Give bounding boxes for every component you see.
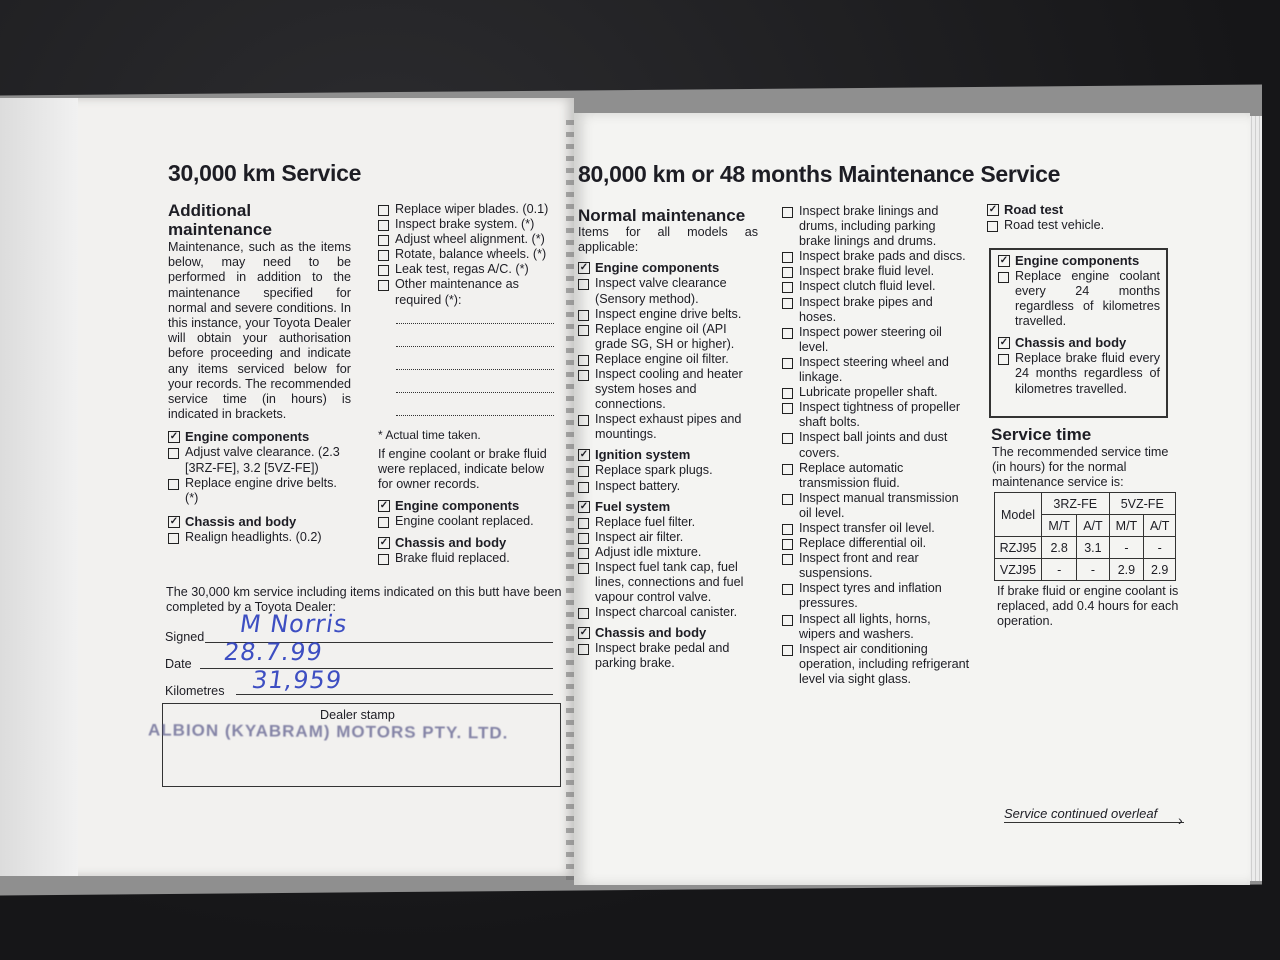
table-header-trans: A/T <box>1077 515 1109 537</box>
checked-box-icon: ✓ <box>169 515 179 527</box>
brake-steering-column <box>782 204 970 687</box>
checkbox-icon <box>378 265 389 276</box>
table-header-engine: 3RZ-FE <box>1042 493 1110 515</box>
list-item: Replace spark plugs. <box>578 463 758 478</box>
checkbox-icon <box>578 518 589 529</box>
list-item: Inspect exhaust pipes and mountings. <box>578 412 758 442</box>
checkbox-icon <box>782 524 793 535</box>
overleaf-underline <box>1004 822 1184 823</box>
checkbox-icon <box>782 554 793 565</box>
kilometres-line <box>236 694 553 695</box>
checkbox-icon <box>578 548 589 559</box>
chassis-body-heading: ✓ Chassis and body <box>169 513 297 529</box>
chassis-body-heading: ✓ Chassis and body <box>379 535 507 551</box>
list-item: Inspect engine drive belts. <box>578 307 758 322</box>
list-item: Inspect brake fluid level. <box>782 264 970 279</box>
list-item: Inspect air conditioning operation, including refrigerant level via sight glass. <box>782 642 970 687</box>
write-in-line <box>396 308 554 324</box>
checkbox-icon <box>578 355 589 366</box>
engine-components-heading: ✓ Engine components <box>999 253 1140 268</box>
checkbox-icon <box>578 563 589 574</box>
list-item: Inspect clutch fluid level. <box>782 279 970 294</box>
checkbox-icon <box>782 539 793 550</box>
completion-statement: The 30,000 km service including items indicated on this butt have been completed by a Toyota Dealer: <box>166 585 562 615</box>
list-item: Inspect brake pads and discs. <box>782 249 970 264</box>
checkbox-icon <box>578 415 589 426</box>
kilometres-label: Kilometres <box>165 684 225 698</box>
additional-items-column <box>378 202 560 566</box>
list-item: Inspect charcoal canister. <box>578 605 758 620</box>
handwritten-kilometres: 31,959 <box>250 666 344 694</box>
checkbox-icon <box>168 479 179 490</box>
engine-components-heading: ✓ Engine components <box>169 429 310 445</box>
checkbox-icon <box>782 433 793 444</box>
dealer-stamp-label: Dealer stamp <box>320 708 395 722</box>
table-cell: - <box>1144 537 1176 559</box>
fuel-system-heading: ✓ Fuel system <box>579 498 671 514</box>
list-item: Inspect brake system. (*) <box>378 217 560 232</box>
table-cell: 2.9 <box>1144 559 1176 581</box>
list-item: Adjust idle mixture. <box>578 545 758 560</box>
checkbox-icon <box>998 354 1009 365</box>
list-item: Adjust valve clearance. (2.3 [3RZ-FE], 3.2 [5VZ-FE]) <box>168 445 351 475</box>
service-time-heading: Service time <box>991 425 1092 444</box>
list-item: Inspect transfer oil level. <box>782 521 970 536</box>
engine-components-heading: ✓ Engine components <box>379 498 520 514</box>
time-based-maintenance-content <box>998 253 1160 397</box>
list-item: Replace engine drive belts. (*) <box>168 476 351 506</box>
handwritten-signature: M Norris <box>238 610 350 638</box>
list-item: Road test vehicle. <box>987 218 1167 233</box>
list-item: Replace fuel filter. <box>578 515 758 530</box>
checkbox-icon <box>578 533 589 544</box>
checkbox-icon <box>782 584 793 595</box>
date-label: Date <box>165 657 192 671</box>
arrow-right-icon: › <box>1178 812 1183 828</box>
checkbox-icon <box>782 298 793 309</box>
checkbox-icon <box>378 280 389 291</box>
list-item: Replace brake fluid every 24 months regardless of kilometres travelled. <box>998 351 1160 396</box>
list-item: Inspect brake linings and drums, including parking brake linings and drums. <box>782 204 970 249</box>
checkbox-icon <box>378 235 389 246</box>
table-row <box>995 559 1176 581</box>
list-item: Inspect power steering oil level. <box>782 325 970 355</box>
table-cell: - <box>1077 559 1109 581</box>
list-item: Other maintenance as required (*): <box>378 277 560 307</box>
handwritten-date: 28.7.99 <box>222 638 325 666</box>
write-in-line <box>396 331 554 347</box>
additional-maintenance-body: Maintenance, such as the items below, may need to be performed in addition to the maintenance specified for normal and severe conditions. In this instance, your Toyota Dealer will obtain your authorisation before proceeding and indicate any items serviced below for your records. The recommended service time (in hours) is indicated in brackets. <box>168 240 351 422</box>
list-item: Replace automatic transmission fluid. <box>782 461 970 491</box>
checkbox-icon <box>578 608 589 619</box>
table-header-engine: 5VZ-FE <box>1109 493 1176 515</box>
list-item: Inspect brake pedal and parking brake. <box>578 641 758 671</box>
list-item: Inspect air filter. <box>578 530 758 545</box>
checkbox-icon <box>168 448 179 459</box>
service-continued-text: Service continued overleaf <box>1004 806 1158 821</box>
right-page-title: 80,000 km or 48 months Maintenance Service <box>578 161 1061 187</box>
list-item: Inspect ball joints and dust covers. <box>782 430 970 460</box>
list-item: Realign headlights. (0.2) <box>168 530 351 545</box>
service-time-table <box>994 492 1176 581</box>
additional-maintenance-heading: Additional maintenance <box>168 201 272 239</box>
table-cell: 2.8 <box>1042 537 1077 559</box>
list-item: Replace engine oil filter. <box>578 352 758 367</box>
checked-box-icon: ✓ <box>999 255 1009 266</box>
checkbox-icon <box>168 533 179 544</box>
table-header-trans: A/T <box>1144 515 1176 537</box>
checkbox-icon <box>782 282 793 293</box>
checkbox-icon <box>782 403 793 414</box>
table-cell-model: VZJ95 <box>995 559 1042 581</box>
checked-box-icon: ✓ <box>999 337 1009 349</box>
list-item: Inspect tyres and inflation pressures. <box>782 581 970 611</box>
list-item: Inspect battery. <box>578 479 758 494</box>
list-item: Inspect brake pipes and hoses. <box>782 295 970 325</box>
write-in-line <box>396 400 554 416</box>
list-item: Replace wiper blades. (0.1) <box>378 202 560 217</box>
list-item: Inspect all lights, horns, wipers and washers. <box>782 612 970 642</box>
additional-maintenance-section <box>168 201 351 545</box>
left-page-margin <box>0 98 78 876</box>
checkbox-icon <box>378 554 389 565</box>
checkbox-icon <box>378 220 389 231</box>
coolant-note: If engine coolant or brake fluid were replaced, indicate below for owner records. <box>378 446 547 492</box>
table-header-model: Model <box>995 493 1042 537</box>
list-item: Lubricate propeller shaft. <box>782 385 970 400</box>
list-item: Inspect manual transmission oil level. <box>782 491 970 521</box>
list-item: Inspect valve clearance (Sensory method). <box>578 276 758 306</box>
checked-box-icon: ✓ <box>988 204 998 215</box>
checkbox-icon <box>782 645 793 656</box>
checkbox-icon <box>578 310 589 321</box>
list-item: Brake fluid replaced. <box>378 551 560 566</box>
table-cell: 3.1 <box>1077 537 1109 559</box>
list-item: Replace differential oil. <box>782 536 970 551</box>
list-item: Leak test, regas A/C. (*) <box>378 262 560 277</box>
list-item: Replace engine oil (API grade SG, SH or higher). <box>578 322 758 352</box>
left-page-title: 30,000 km Service <box>168 160 362 186</box>
list-item: Engine coolant replaced. <box>378 514 560 529</box>
checkbox-icon <box>782 388 793 399</box>
list-item: Replace engine coolant every 24 months regardless of kilometres travelled. <box>998 269 1160 329</box>
table-cell-model: RZJ95 <box>995 537 1042 559</box>
list-item: Inspect tightness of propeller shaft bolts. <box>782 400 970 430</box>
engine-components-heading: ✓ Engine components <box>579 260 720 276</box>
checkbox-icon <box>782 358 793 369</box>
road-test-heading: ✓ Road test <box>988 202 1064 217</box>
checked-box-icon: ✓ <box>579 500 589 512</box>
checkbox-icon <box>782 252 793 263</box>
checked-box-icon: ✓ <box>579 627 589 639</box>
table-row <box>995 537 1176 559</box>
ignition-system-heading: ✓ Ignition system <box>579 447 691 463</box>
checkbox-icon <box>578 279 589 290</box>
checked-box-icon: ✓ <box>379 500 389 512</box>
service-time-body: The recommended service time (in hours) for the normal maintenance service is: <box>992 445 1169 490</box>
checkbox-icon <box>578 466 589 477</box>
list-item: Rotate, balance wheels. (*) <box>378 247 560 262</box>
normal-maintenance-subtitle: Items for all models as applicable: <box>578 225 758 255</box>
table-header-trans: M/T <box>1042 515 1077 537</box>
table-cell: 2.9 <box>1109 559 1144 581</box>
normal-maintenance-heading: Normal maintenance <box>578 206 746 225</box>
checkbox-icon <box>782 615 793 626</box>
checked-box-icon: ✓ <box>579 449 589 461</box>
checked-box-icon: ✓ <box>379 537 389 549</box>
signed-label: Signed <box>165 630 205 644</box>
chassis-body-heading: ✓ Chassis and body <box>579 625 707 641</box>
checkbox-icon <box>782 328 793 339</box>
list-item: Adjust wheel alignment. (*) <box>378 232 560 247</box>
checked-box-icon: ✓ <box>579 262 589 274</box>
checkbox-icon <box>782 494 793 505</box>
checkbox-icon <box>578 325 589 336</box>
table-header-trans: M/T <box>1109 515 1144 537</box>
table-note: If brake fluid or engine coolant is replaced, add 0.4 hours for each operation. <box>997 584 1179 629</box>
checkbox-icon <box>998 272 1009 283</box>
perforation-line <box>566 120 574 880</box>
checkbox-icon <box>578 644 589 655</box>
checkbox-icon <box>578 482 589 493</box>
chassis-body-heading: ✓ Chassis and body <box>999 335 1127 351</box>
checkbox-icon <box>782 207 793 218</box>
checked-box-icon: ✓ <box>169 431 179 443</box>
checkbox-icon <box>782 464 793 475</box>
list-item: Inspect steering wheel and linkage. <box>782 355 970 385</box>
table-cell: - <box>1109 537 1144 559</box>
write-in-line <box>396 354 554 370</box>
checkbox-icon <box>987 221 998 232</box>
road-test-column <box>987 202 1167 233</box>
checkbox-icon <box>378 517 389 528</box>
checkbox-icon <box>378 205 389 216</box>
actual-time-note: * Actual time taken. <box>378 427 481 442</box>
list-item: Inspect cooling and heater system hoses and connections. <box>578 367 758 412</box>
list-item: Inspect fuel tank cap, fuel lines, connections and fuel vapour control valve. <box>578 560 758 605</box>
list-item: Inspect front and rear suspensions. <box>782 551 970 581</box>
write-in-line <box>396 377 554 393</box>
normal-maintenance-column <box>578 206 758 671</box>
checkbox-icon <box>782 267 793 278</box>
table-cell: - <box>1042 559 1077 581</box>
dealer-stamp-ink: ALBION (KYABRAM) MOTORS PTY. LTD. <box>147 720 509 743</box>
checkbox-icon <box>578 370 589 381</box>
checkbox-icon <box>378 250 389 261</box>
